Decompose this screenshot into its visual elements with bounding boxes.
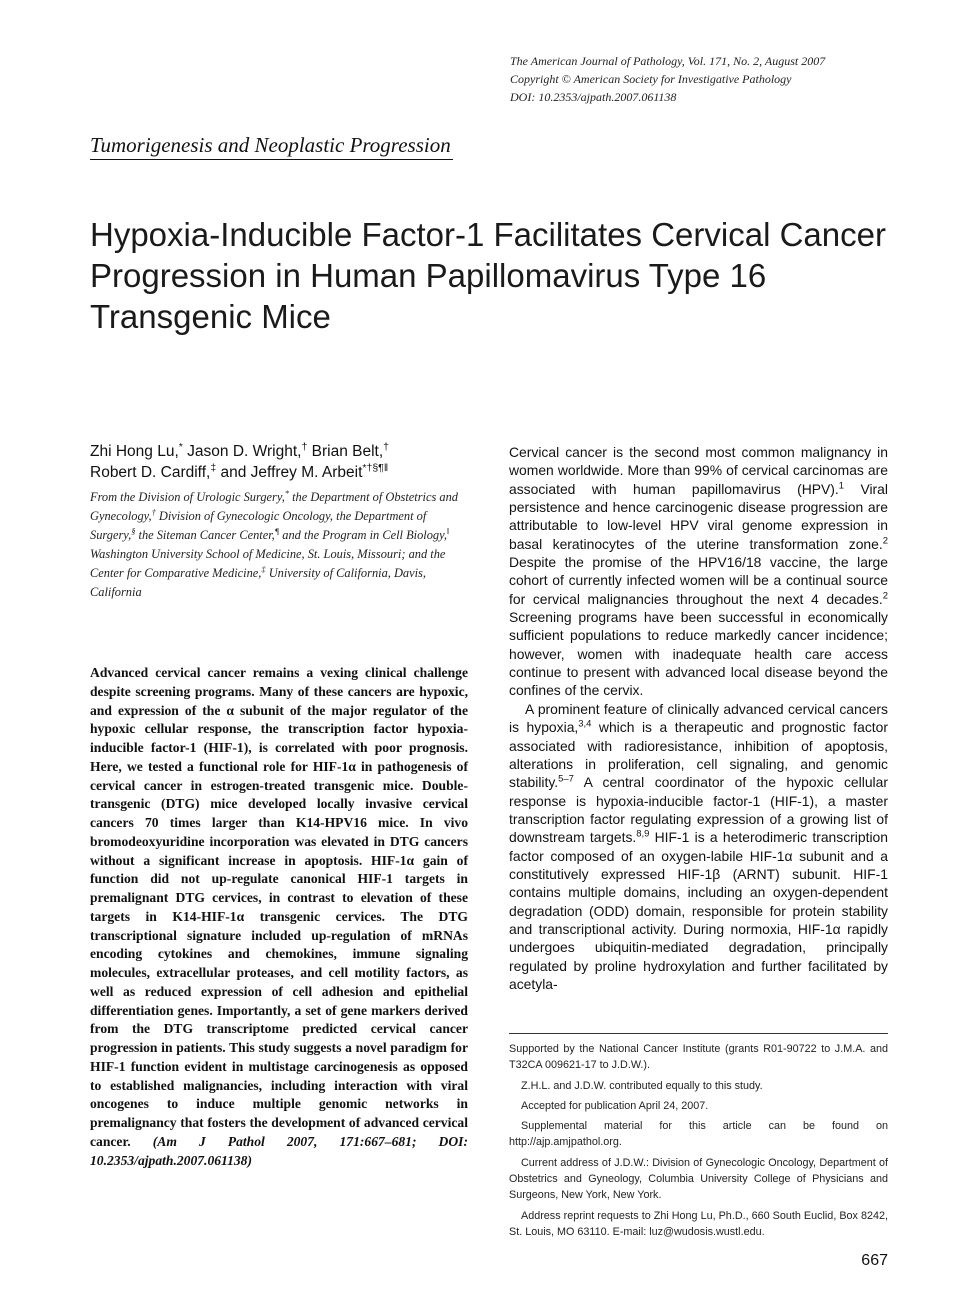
page-number: 667 bbox=[861, 1252, 888, 1269]
reference-mark: 1 bbox=[838, 480, 845, 492]
reference-mark: 8,9 bbox=[636, 828, 650, 840]
reference-mark: 3,4 bbox=[578, 718, 592, 730]
affiliations bbox=[90, 488, 472, 602]
abstract-text: Advanced cervical cancer remains a vexing clinical challenge despite screening programs. Many of these cancers are hypoxic, and expression of the α subunit of the major regulator of the hypoxic cellular response, the transcription factor hypoxia-inducible factor-1 (HIF-1), is correlated with poor prognosis. Here, we tested a functional role for HIF-1α in pathogenesis of cervical cancer in estrogen-treated transgenic mice. Double-transgenic (DTG) mice developed locally invasive cervical cancers 70 times larger than K14-HPV16 mice. In vivo bromodeoxyuridine incorporation was elevated in DTG cancers without a significant increase in apoptosis. HIF-1α gain of function did not up-regulate canonical HIF-1 targets in premalignant DTG cervices, in contrast to elevation of these targets in K14-HIF-1α transgenic cervices. The DTG transcriptional signature included up-regulation of mRNAs encoding cytokines and chemokines, immune signaling molecules, extracellular proteases, and cell motility factors, as well as reduced expression of cell adhesion and epithelial differentiation genes. Importantly, a set of gene markers derived from the DTG transcriptome predicted cervical cancer progression in patients. This study suggests a novel paradigm for HIF-1 function evident in multistage carcinogenesis as opposed to established malignancies, including interaction with viral oncogenes to induce multiple genomic networks in premalignancy that fosters the development of advanced cervical cancer. bbox=[90, 665, 468, 1149]
journal-doi: DOI: 10.2353/ajpath.2007.061138 bbox=[510, 90, 677, 104]
author-mark: * bbox=[178, 440, 183, 453]
footnote-divider bbox=[509, 1033, 888, 1034]
affiliation-text: From the Division of Urologic Surgery, bbox=[90, 490, 285, 504]
footnote-reprint: Address reprint requests to Zhi Hong Lu, Ph.D., 660 South Euclid, Box 8242, St. Louis, MO 63110. E-mail: luz@wudosis.wustl.edu. bbox=[509, 1209, 888, 1238]
author-mark: † bbox=[301, 440, 308, 453]
affiliation-mark: ‡ bbox=[261, 563, 266, 574]
paragraph: Cervical cancer is the second most common malignancy in women worldwide. More than 99% of cervical carcinomas are associated with human papillomavirus (HPV).$^1$ Viral persistence and hence carcinogenic disease progression are attributable to low-level HPV viral genome expression in basal keratinocytes of the uterine transformation zone.$^2$ Despite the promise of the HPV16/18 vaccine, the large cohort of currently infected women will be a continual source for cervical malignancies throughout the next 4 decades.$^2$ Screening programs have been successful in economically sufficient populations to reduce markedly cancer incidence; however, women with inadequate health care access continue to present with advanced local disease beyond the confines of the cervix. bbox=[509, 444, 888, 699]
author-name: Zhi Hong Lu, bbox=[90, 443, 179, 460]
author-name: Jason D. Wright, bbox=[187, 443, 302, 460]
journal-citation: The American Journal of Pathology, Vol. 171, No. 2, August 2007 bbox=[510, 54, 826, 68]
footnote-contribution: Z.H.L. and J.D.W. contributed equally to this study. bbox=[521, 1079, 763, 1092]
affiliation-text: the Department of Obstetrics and Gynecology, bbox=[90, 490, 458, 523]
footnote-current-address: Current address of J.D.W.: Division of Gynecologic Oncology, Department of Obstetrics and Gyneology, Columbia University College of Physicians and Surgeons, New York, New York. bbox=[509, 1156, 888, 1202]
author-name: Robert D. Cardiff, bbox=[90, 464, 211, 481]
affiliation-text: University of California, Davis, California bbox=[90, 566, 426, 599]
affiliation-mark: † bbox=[151, 506, 156, 517]
affiliation-mark: ‖ bbox=[447, 525, 450, 536]
affiliation-text: Division of Gynecologic Oncology, the Department of Surgery, bbox=[90, 509, 427, 542]
author-mark: † bbox=[383, 440, 390, 453]
paragraph: A prominent feature of clinically advanced cervical cancers is hypoxia,$^{3,4}$ which is a therapeutic and prognostic factor associated with radioresistance, inhibition of apoptosis, alterations in proliferation, cell signaling, and genomic stability.$^{5-7}$ A central coordinator of the hypoxic cellular response is hypoxia-inducible factor-1 (HIF-1), a master transcription factor regulating expression of a growing list of downstream targets.$^{8,9}$ HIF-1 is a heterodimeric transcription factor composed of an oxygen-labile HIF-1α subunit and a constitutively expressed HIF-1β (ARNT) subunit. HIF-1 contains multiple domains, including an oxygen-dependent degradation (ODD) domain, responsible for protein stability and transcriptional activity. During normoxia, HIF-1α rapidly undergoes ubiquitin-mediated degradation, principally regulated by proline hydroxylation and further facilitated by acetyla- bbox=[509, 700, 888, 992]
author-name: and Jeffrey M. Arbeit bbox=[220, 464, 363, 481]
author-mark: *†§¶‖ bbox=[362, 461, 389, 474]
affiliation-mark: * bbox=[284, 487, 290, 498]
affiliation-mark: § bbox=[131, 525, 136, 536]
affiliation-text: the Siteman Cancer Center, bbox=[135, 528, 275, 542]
journal-copyright: Copyright © American Society for Investigative Pathology bbox=[510, 72, 792, 86]
footnote-supplemental: Supplemental material for this article can be found on http://ajp.amjpathol.org. bbox=[509, 1120, 888, 1149]
author-mark: ‡ bbox=[210, 461, 217, 474]
reference-mark: 2 bbox=[882, 535, 888, 547]
abstract-citation: (Am J Pathol 2007, 171:667–681; DOI: 10.2353/ajpath.2007.061138) bbox=[90, 1133, 469, 1168]
footnote-funding: Supported by the National Cancer Institute (grants R01-90722 to J.M.A. and T32CA 009621-17 to J.D.W.). bbox=[509, 1043, 888, 1072]
body-text bbox=[509, 443, 888, 993]
article-title: Hypoxia-Inducible Factor-1 Facilitates Cervical Cancer Progression in Human Papillomavirus Type 16 Transgenic Mice bbox=[90, 216, 886, 335]
author-list bbox=[90, 441, 480, 483]
author-name: Brian Belt, bbox=[311, 443, 384, 460]
abstract bbox=[90, 664, 468, 1170]
section-label: Tumorigenesis and Neoplastic Progression bbox=[90, 131, 453, 160]
affiliation-mark: ¶ bbox=[274, 525, 280, 536]
journal-header bbox=[510, 52, 930, 106]
affiliation-text: Washington University School of Medicine, St. Louis, Missouri; and the Center for Comparative Medicine, bbox=[90, 547, 446, 580]
reference-mark: 5–7 bbox=[558, 773, 574, 785]
footnotes bbox=[509, 1041, 888, 1244]
footnote-accepted: Accepted for publication April 24, 2007. bbox=[521, 1099, 709, 1112]
affiliation-text: and the Program in Cell Biology, bbox=[279, 528, 448, 542]
reference-mark: 2 bbox=[882, 590, 888, 602]
